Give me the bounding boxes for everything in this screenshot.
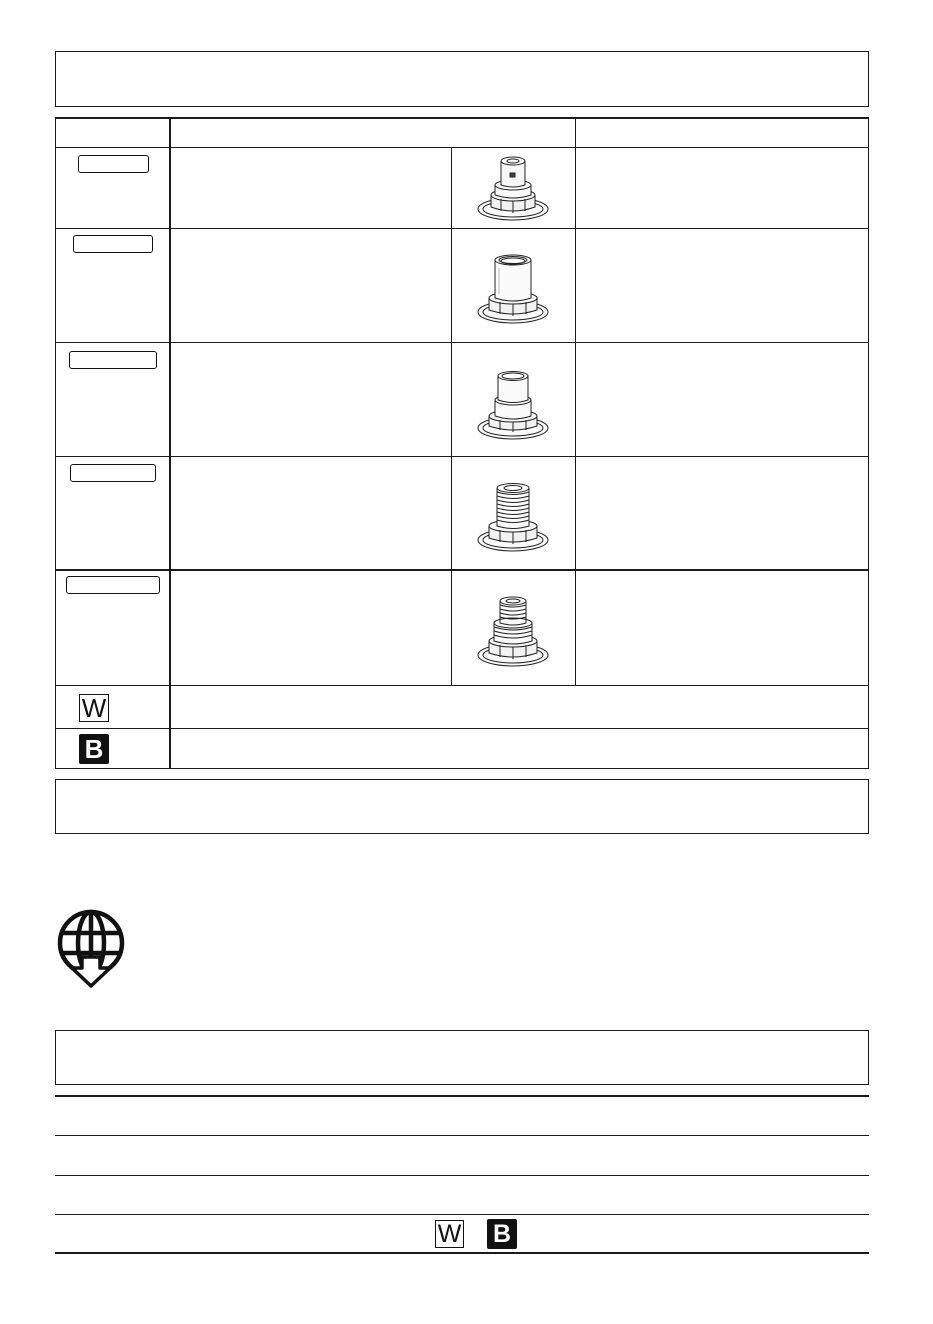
- list-divider: [55, 1214, 869, 1215]
- table-header-divider: [55, 147, 869, 148]
- fitting-female-thread-tall-icon: [473, 362, 553, 444]
- symbol-b-badge: B: [79, 734, 109, 764]
- code-tag: [78, 155, 149, 173]
- section-header-box: [55, 51, 869, 107]
- table-row-divider: [55, 228, 869, 229]
- list-divider: [55, 1252, 869, 1254]
- globe-download-icon: [55, 909, 127, 989]
- code-tag: [73, 235, 153, 253]
- table-row-divider: [55, 456, 869, 457]
- symbol-w-badge: W: [79, 694, 109, 722]
- code-tag: [69, 351, 157, 369]
- symbol-b-badge: B: [487, 1219, 517, 1249]
- table-row-divider: [55, 685, 869, 686]
- fitting-quick-connect-icon: [473, 151, 553, 225]
- table-col-divider-3: [575, 117, 576, 685]
- symbol-w-badge: W: [435, 1220, 464, 1248]
- fitting-male-thread-tall-icon: [473, 589, 553, 671]
- code-tag: [70, 464, 156, 482]
- fitting-female-thread-icon: [473, 248, 553, 328]
- list-divider: [55, 1175, 869, 1176]
- table-row-divider: [55, 569, 869, 571]
- section-header-box-2: [55, 1030, 869, 1085]
- table-row-divider: [55, 342, 869, 343]
- list-divider: [55, 1135, 869, 1136]
- table-col-divider-1: [169, 117, 171, 769]
- fitting-male-thread-icon: [473, 476, 553, 556]
- table-border: [55, 117, 869, 769]
- code-tag: [66, 576, 160, 594]
- note-box: [55, 779, 869, 834]
- list-divider: [55, 1095, 869, 1097]
- table-row-divider: [55, 728, 869, 729]
- fittings-table: [55, 117, 869, 769]
